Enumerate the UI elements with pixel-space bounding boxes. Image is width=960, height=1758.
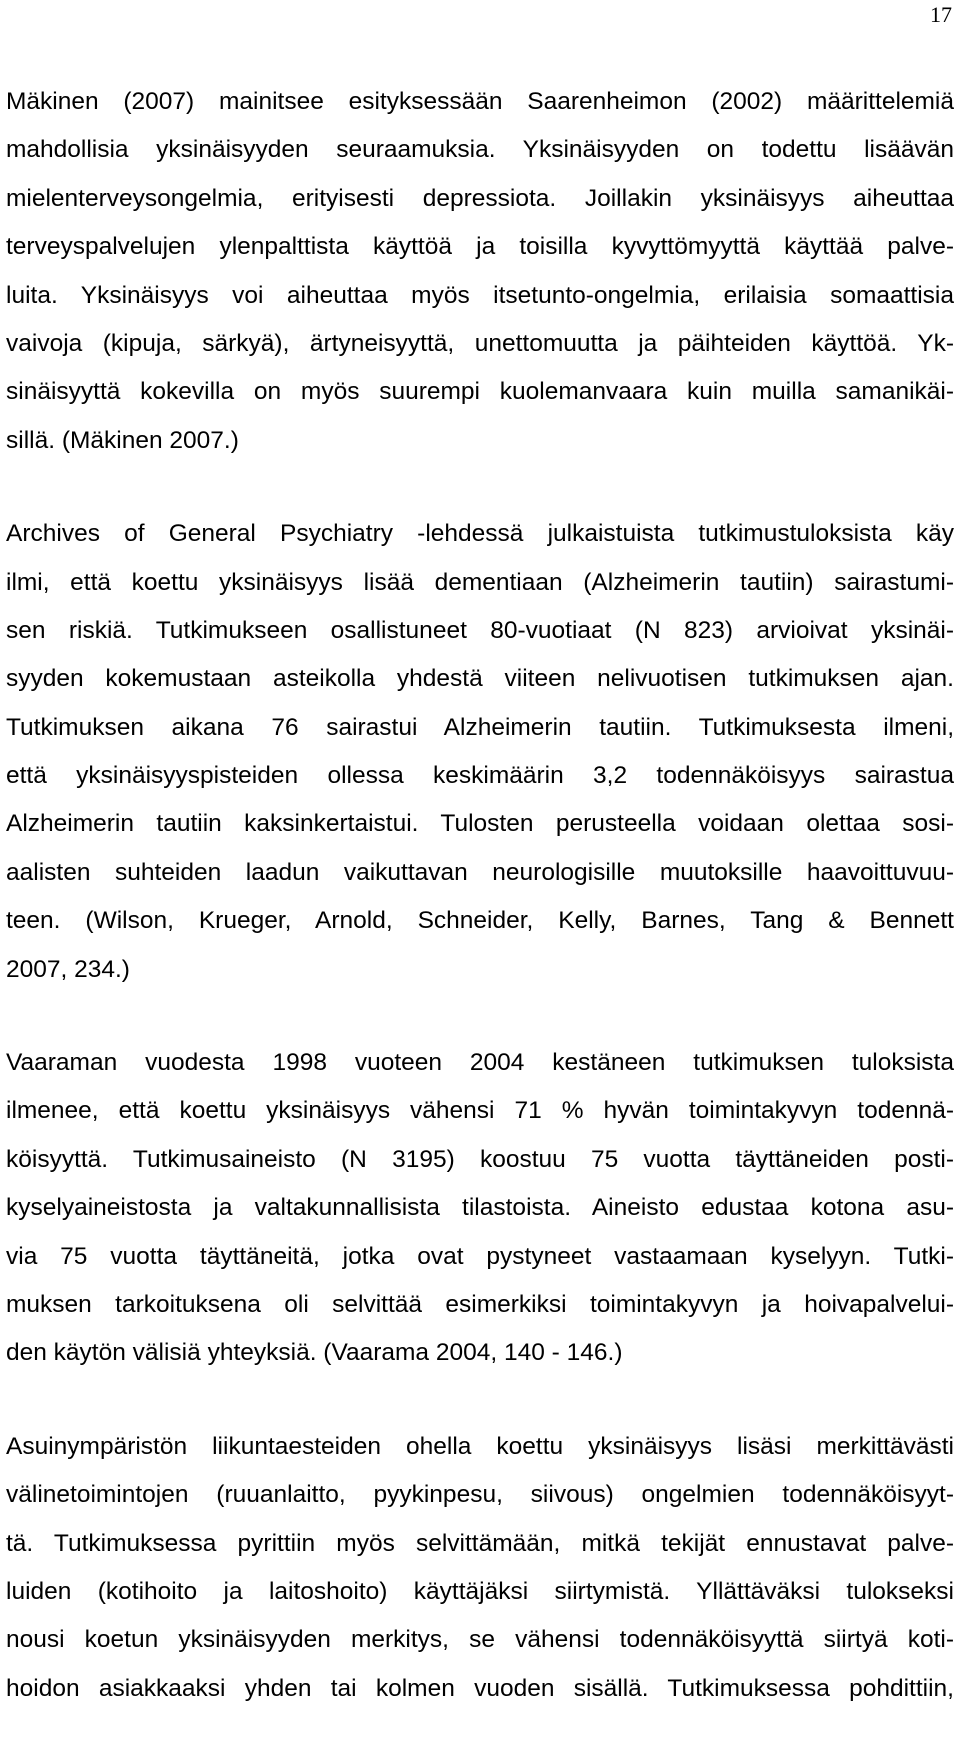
text-line: mielenterveysongelmia, erityisesti depressiota. Joillakin yksinäisyys aiheuttaa bbox=[6, 184, 954, 212]
text-line: mahdollisia yksinäisyyden seuraamuksia. Yksinäisyyden on todettu lisäävän bbox=[6, 136, 954, 164]
text-line: ilmi, että koettu yksinäisyys lisää dementiaan (Alzheimerin tautiin) sairastumi- bbox=[6, 568, 954, 596]
text-line: Archives of General Psychiatry -lehdessä julkaistuista tutkimustuloksista käy bbox=[6, 520, 954, 548]
text-line: että yksinäisyyspisteiden ollessa keskimäärin 3,2 todennäköisyys sairastua bbox=[6, 762, 954, 790]
text-line: hoidon asiakkaaksi yhden tai kolmen vuoden sisällä. Tutkimuksessa pohdittiin, bbox=[6, 1674, 954, 1702]
text-line: Tutkimuksen aikana 76 sairastui Alzheimerin tautiin. Tutkimuksesta ilmeni, bbox=[6, 713, 954, 741]
paragraph bbox=[6, 510, 954, 994]
paragraph bbox=[6, 1039, 954, 1378]
paragraph bbox=[6, 1423, 954, 1713]
text-line: vaivoja (kipuja, särkyä), ärtyneisyyttä, unettomuutta ja päihteiden käyttöä. Yk- bbox=[6, 329, 954, 357]
document-body bbox=[6, 78, 954, 1758]
text-line: syyden kokemustaan asteikolla yhdestä viiteen nelivuotisen tutkimuksen ajan. bbox=[6, 665, 954, 693]
text-line: 2007, 234.) bbox=[6, 955, 130, 983]
paragraph bbox=[6, 78, 954, 465]
text-line: via 75 vuotta täyttäneitä, jotka ovat pystyneet vastaamaan kyselyyn. Tutki- bbox=[6, 1242, 954, 1270]
text-line: kyselyaineistosta ja valtakunnallisista tilastoista. Aineisto edustaa kotona asu- bbox=[6, 1194, 954, 1222]
text-line: Asuinympäristön liikuntaesteiden ohella koettu yksinäisyys lisäsi merkittävästi bbox=[6, 1432, 954, 1460]
text-line: sillä. (Mäkinen 2007.) bbox=[6, 426, 239, 454]
text-line: nousi koetun yksinäisyyden merkitys, se vähensi todennäköisyyttä siirtyä koti- bbox=[6, 1626, 954, 1654]
text-line: Alzheimerin tautiin kaksinkertaistui. Tulosten perusteella voidaan olettaa sosi- bbox=[6, 810, 954, 838]
text-line: luiden (kotihoito ja laitoshoito) käyttäjäksi siirtymistä. Yllättäväksi tulokseksi bbox=[6, 1577, 954, 1605]
text-line: köisyyttä. Tutkimusaineisto (N 3195) koostuu 75 vuotta täyttäneiden posti- bbox=[6, 1145, 954, 1173]
page-number: 17 bbox=[930, 2, 952, 27]
text-line: ilmenee, että koettu yksinäisyys vähensi 71 % hyvän toimintakyvyn todennä- bbox=[6, 1097, 954, 1125]
text-line: Mäkinen (2007) mainitsee esityksessään Saarenheimon (2002) määrittelemiä bbox=[6, 88, 954, 115]
text-line: sen riskiä. Tutkimukseen osallistuneet 80-vuotiaat (N 823) arvioivat yksinäi- bbox=[6, 616, 954, 644]
text-line: välinetoimintojen (ruuanlaitto, pyykinpesu, siivous) ongelmien todennäköisyyt- bbox=[6, 1481, 954, 1509]
text-line: luita. Yksinäisyys voi aiheuttaa myös itsetunto-ongelmia, erilaisia somaattisia bbox=[6, 281, 954, 309]
text-line: aalisten suhteiden laadun vaikuttavan neurologisille muutoksille haavoittuvuu- bbox=[6, 858, 954, 886]
text-line: terveyspalvelujen ylenpalttista käyttöä ja toisilla kyvyttömyyttä käyttää palve- bbox=[6, 233, 954, 261]
text-line: Vaaraman vuodesta 1998 vuoteen 2004 kestäneen tutkimuksen tuloksista bbox=[6, 1049, 954, 1077]
text-line: muksen tarkoituksena oli selvittää esimerkiksi toimintakyvyn ja hoivapalvelui- bbox=[6, 1290, 954, 1318]
text-line: teen. (Wilson, Krueger, Arnold, Schneider, Kelly, Barnes, Tang & Bennett bbox=[6, 907, 954, 935]
text-line: sinäisyyttä kokevilla on myös suurempi kuolemanvaara kuin muilla samanikäi- bbox=[6, 378, 954, 406]
text-line: den käytön välisiä yhteyksiä. (Vaarama 2004, 140 - 146.) bbox=[6, 1339, 623, 1367]
text-line: tä. Tutkimuksessa pyrittiin myös selvittämään, mitkä tekijät ennustavat palve- bbox=[6, 1529, 954, 1557]
